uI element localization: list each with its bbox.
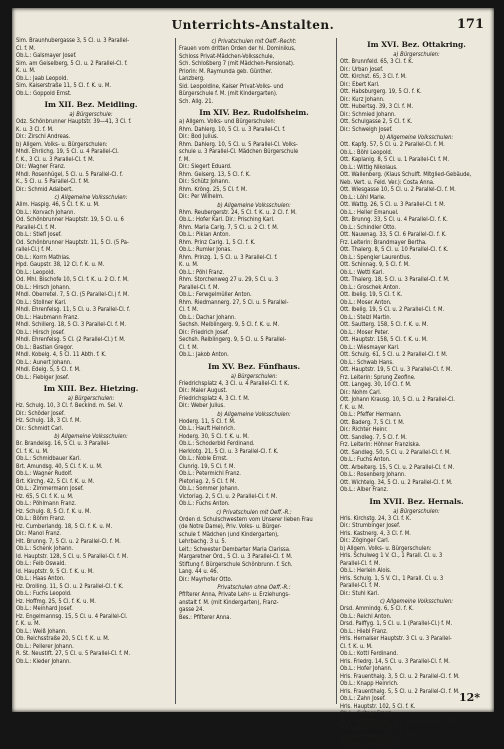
entry-line: Dir.: Manol Franz. — [16, 531, 62, 537]
entry-line: Ob.L.: Sommer Johann. — [179, 486, 240, 492]
entry-line: Friedrichsplatz 4, 3 Cl. f. M. — [179, 395, 250, 402]
column-3 — [336, 38, 493, 747]
entry-line: Ott. Johann Krausg. 10, 5 Cl. u. 2 Parallel-Cl. — [340, 397, 455, 403]
entry-line: Hrls. Frauenthalg. 5, 5 Cl. u. 2 Parallel-Cl. f. M. — [340, 688, 460, 695]
entry-line: Sch. Allg. 21. — [179, 98, 214, 105]
subsection-heading: a) Bürgerschulen: — [230, 373, 278, 380]
entry-line: Parallel-Cl. f. M. — [16, 224, 57, 231]
entry-line: Frauen vom dritten Orden der hl. Dominikus, — [179, 46, 296, 52]
entry-line: Hrls. Hauptstr. 102, 5 Cl. f. K. — [340, 703, 416, 710]
entry-line: Pfiſterer Anna, Private Lehr- u. Erziehungs- — [179, 592, 290, 598]
entry-line: Id. Hauptstr. 128, 5 Cl. u. 5 Parallel-Cl. f. M. — [16, 553, 128, 560]
entry-line: Priorin: M. Raymunda geb. Günther. — [179, 68, 273, 75]
entry-line: Ob.L.: Moser Anton. — [340, 299, 392, 306]
entry-line: Ott. Wiesgasse 10, 5 Cl. u. 2 Parallel-Cl. f. M. — [340, 187, 456, 193]
entry-line: Margaretner Ord., 5 Cl. u. 3 Parallel-Cl. f. M. — [179, 554, 293, 560]
entry-line: Ob.L.: Herlein Alois. — [340, 568, 392, 574]
subsection-heading: c) Privatschulen mit Oeff.-R.: — [216, 509, 292, 516]
entry-line: Ob.L.: Löhl Marie. — [340, 194, 386, 201]
subsection-heading: c) Allgemeine Volksschulen: — [380, 599, 453, 605]
subsection-heading: b) Allgemeine Volksschulen: — [217, 411, 291, 418]
entry-line: Brt. Amundsg. 40, 5 Cl. f. K. u. M. — [16, 463, 103, 470]
entry-line: Friedrichsplatz 4, 3 Cl. u. 4 Parallel-Cl. f. K. — [179, 380, 290, 387]
entry-line: Ob.L.: Schwab Hans. — [340, 359, 394, 366]
entry-line: Br. Brandeisg. 16, 5 Cl. u. 3 Parallel- — [16, 441, 110, 447]
entry-line: Ob.L.: Aunert Johann. — [16, 359, 72, 366]
column-2 — [175, 38, 329, 704]
entry-line: Rhm. Dahlerg. 10, 5 Cl. u. 3 Parallel-Cl. f. — [179, 126, 286, 133]
entry-line: Ob.L.: Fuchs Anton. — [179, 501, 230, 507]
entry-line: Hz. 65, 5 Cl. f. K. u. M. — [16, 493, 74, 500]
subsection-heading: b) Allgemeine Volksschulen: — [54, 434, 128, 440]
entry-line: Od. Schönbrunner Hauptstr. 19, 5 Cl. u. 6 — [16, 217, 124, 223]
entry-line: Dir.: Schöder Josef. — [16, 410, 65, 417]
entry-line: Clunrig. 19, 5 Cl. f. M. — [179, 463, 236, 470]
entry-line: Ob.L.: Goppold Ernst. — [16, 90, 72, 97]
entry-line: K. u. M. — [16, 68, 36, 74]
entry-line: Ott. Langeg. 30, 10 Cl. f. M. — [340, 382, 412, 388]
entry-line: Hrls. Hauptstr. 102, 5 Cl. u. 3 Parallel-Cl. f. M. — [340, 718, 458, 725]
entry-line: Ob.L.: Alber Franz. — [340, 487, 388, 493]
section-heading: Im XV. Bez. Fünfhaus. — [207, 361, 301, 371]
subsection-heading: b) Allgemeine Volksschulen: — [379, 135, 454, 141]
entry-line: Mhdl. Rosenhügel, 5 Cl. u. 5 Parallel-Cl. f. — [16, 171, 123, 178]
entry-line: Ob.L.: Dachar Johann. — [179, 314, 236, 321]
entry-line: Sechsh. Meiblingerg. 9, 5 Cl. f. K. u. M. — [179, 322, 280, 328]
entry-line: Cl. f. M. — [179, 307, 199, 313]
entry-line: Dir.: Zirschl Andreas. — [16, 134, 71, 140]
entry-line: Hrls. Kirchstg. 24, 3 Cl. f. K. — [340, 515, 412, 522]
entry-line: Pietoriag. 2, 5 Cl. f. M. — [179, 478, 237, 485]
entry-line: Ob.L.: Pöhlmann Franz. — [16, 501, 77, 507]
entry-line: Ob.L.: Hiebl Franz. — [340, 628, 388, 635]
entry-line: f. M. — [179, 156, 190, 163]
entry-line: Ott. Hauptstr. 19, 5 Cl. u. 3 Parallel-Cl. f. M. — [340, 367, 453, 373]
entry-line: Brt. Kirchg. 42, 5 Cl. f. K. u. M. — [16, 478, 95, 485]
entry-line: Ott. Brunng. 33, 5 Cl. u. 4 Parallel-Cl. f. K. — [340, 217, 448, 223]
entry-line: Ob.L.: Bastian Gregor. — [16, 344, 74, 351]
entry-line: Cl. f. K. u. M. — [16, 448, 49, 455]
entry-line: Dir.: Schmied Johann. — [340, 111, 396, 118]
entry-line: Schloss Privat-Mädchen-Volksschule, — [179, 53, 275, 60]
entry-line: Ob.L.: Fuchs Anton. — [340, 457, 391, 463]
entry-line: Hlt. Brunng. 7, 5 Cl. u. 2 Parallel-Cl. f. M. — [16, 538, 121, 545]
entry-line: Ob.L.: Jakob Anton. — [179, 352, 229, 358]
entry-line: Frz. Leiterin: Höhner Franziska. — [340, 442, 421, 448]
entry-line: Mhdl. Schillerg. 18, 5 Cl. 3 Parallel-Cl. f. M. — [16, 322, 127, 328]
entry-line: Orden d. Schulschwestern vom Unserer lieben Frau — [179, 516, 313, 523]
entry-line: Parallel-Cl. f. M. — [340, 583, 381, 589]
entry-line: Ott. Thalerg. 8, 5 Cl. u. 10 Parallel-Cl. f. K. — [340, 247, 449, 253]
entry-line: Rhm. Dahlerg. 10, 5 Cl. u. 5 Parallel-Cl. Volks- — [179, 141, 298, 148]
entry-line: Rhm. Prinz Carlg. 1, 5 Cl. f. K. — [179, 239, 256, 246]
entry-line: Ob.L.: Böhm Franz. — [16, 516, 66, 522]
subsection-heading: a) Bürgerschulen: — [67, 396, 115, 402]
entry-line: Hrls. Leopoldsg. 37, 5 Cl. f. M. — [340, 733, 418, 740]
entry-line: Ob.L.: Fiebiger Josef. — [16, 374, 70, 381]
entry-line: Ob.L.: Wiesmayer Karl. — [340, 344, 400, 351]
entry-line: Frz. Leiterin: Brandmayer Bertha. — [340, 239, 427, 246]
entry-line: Hz. Engelmannsg. 15, 5 Cl. u. 4 Parallel-Cl. — [16, 613, 128, 620]
entry-line: Rhm. Prinzg. 1, 5 Cl. u. 3 Parallel-Cl. f. — [179, 254, 278, 261]
entry-line: Mhdl. Edelg. 5, 5 Cl. f. M. — [16, 367, 81, 373]
entry-line: Ob.L.: Feib Oswald. — [16, 561, 67, 567]
entry-line: Ob.L.: Heller Emanuel. — [340, 209, 399, 216]
entry-line: Rhm. Maria Carlg. 7, 5 Cl. u. 2 Cl. f. M. — [179, 224, 279, 231]
entry-line: Ob.L.: Wagner Rudolf. — [16, 471, 73, 477]
entry-line: Dir.: Bod Julius. — [179, 134, 219, 140]
entry-line: Ob.L.: Pellerer Johann. — [16, 643, 74, 650]
entry-line: Ott. Sandleg. 50, 5 Cl. u. 2 Parallel-Cl. f. M. — [340, 449, 451, 456]
entry-line: Dir.: Urban Josef. — [340, 66, 384, 73]
entry-line: Ob.L.: Kottl Ferdinand. — [340, 651, 399, 657]
entry-line: Stiftung f. Bürgerschule Schönbrunn. f. Sch. — [179, 561, 293, 568]
entry-line: Bürgerschule f. M. (mit Kindergarten). — [179, 91, 278, 97]
entry-line: Hrls. Hernalser Hauptstr. 3 Cl. u. 3 Parallel- — [340, 636, 452, 642]
entry-line: Sim. am Geiselberg, 5 Cl. u. 2 Parallel-Cl. f. — [16, 60, 128, 67]
entry-line: Ott. Ibelig. 19, 5 Cl. f. K. — [340, 292, 403, 298]
entry-line: Ott. Schinnag. 9, 5 Cl. f. M. — [340, 262, 410, 268]
entry-line: Ob.L.: Rosenberg Johann. — [340, 472, 406, 478]
entry-line: Dir.: Siegert Eduard. — [179, 164, 232, 170]
entry-line: Ob.L.: Groschek Anton. — [340, 284, 401, 291]
entry-line: anstalt f. M. (mit Kindergarten), Franz- — [179, 599, 279, 606]
entry-line: Mhdl. Ehrenfelsg. 11, 5 Cl. u. 3 Parallel-Cl. f. — [16, 307, 131, 313]
entry-line: Ob.L.: Hirsch Josef. — [16, 329, 65, 336]
entry-line: Ott. Schulgasse 2, 5 Cl. f. K. — [340, 119, 413, 125]
entry-line: Cl. f. M. — [16, 45, 36, 52]
entry-line: Bes.: Pfiſterer Anna. — [179, 614, 232, 621]
entry-line: Victoriag. 2, 5 Cl. u. 2 Parallel-Cl. f. M. — [179, 493, 278, 500]
entry-line: Rhm. Reubergerstr. 24, 5 Cl. f. K. u. 2 Cl. f. M. — [179, 209, 297, 216]
entry-line: Ob.L.: Korvach Johann. — [16, 209, 76, 216]
entry-line: Ob.L.: Moser Peter. — [340, 329, 390, 336]
entry-line: schule u. 3 Parallel-Cl. Mädchen Bürgerschule — [179, 149, 299, 155]
entry-line: Hrls. Kastnerg. 4, 3 Cl. f. M. — [340, 530, 411, 537]
entry-line: Ob.L.: Jaab Leopold. — [16, 75, 69, 82]
section-heading: Im XVI. Bez. Ottakring. — [367, 40, 466, 49]
entry-line: Hrls. Frauenthalg. 3, 5 Cl. u. 2 Parallel-Cl. f. M. — [340, 673, 460, 680]
section-heading: Im XIII. Bez. Hietzing. — [43, 384, 139, 393]
entry-line: Mhdl. Ehrenfelsg. 5 Cl. (2 Parallel-Cl.) f. M. — [16, 337, 126, 343]
entry-line: Ott. Hubertsg. 39, 3 Cl. f. M. — [340, 104, 413, 110]
entry-line: Drsd. Ammindg. 6, 5 Cl. f. K. — [340, 606, 414, 612]
entry-line: Ott. Brunnfeld. 65, 3 Cl. f. K. — [340, 59, 414, 65]
entry-line: Ott. Wallenberg. (Klaus Schulft. Mitglied-Gebäude, — [340, 172, 472, 178]
entry-line: Dir.: Friedrich Josef. — [179, 329, 229, 336]
entry-line: Dir.: Nohm Carl. — [340, 389, 382, 396]
entry-line: Hz. Schulg. 18, 3 Cl. f. M. — [16, 418, 82, 424]
entry-line: Od. Mhl. Bischofe 10, 5 Cl. f. K. u. 2 Cl. f. M. — [16, 277, 129, 283]
entry-line: Herklotg. 21, 5 Cl. u. 3 Parallel-Cl. f. K. — [179, 448, 279, 455]
section-heading: Im XVII. Bez. Hernals. — [369, 496, 464, 506]
entry-line: Ob.L.: Meinhard Josef. — [16, 606, 73, 612]
entry-line: Hrls. Schulweg 1 V. Cl., 1 Parall. Cl. u. 3 — [340, 553, 443, 559]
entry-line: Dir.: Schmid Adalbert. — [16, 186, 73, 193]
entry-line: f. K., 3 Cl. u. 3 Parallel-Cl. f. M. — [16, 156, 95, 163]
entry-line: Dir.: Schmidt Carl. — [16, 425, 64, 432]
entry-line: Dir.: Maier August. — [179, 388, 228, 394]
entry-line: Ob.L.: Stelzl Martin. — [340, 314, 392, 321]
entry-line: Ob.L.: Kieder Johann. — [16, 658, 71, 665]
subsection-heading: a) Bürgerschulen: — [393, 508, 440, 515]
entry-line: Sim. Kaiserstraße 11, 5 Cl. f. K. u. M. — [16, 83, 111, 89]
entry-line: Ott. Kaplanig. 8, 5 Cl. u. 1 Parallel-Cl. f. M. — [340, 157, 450, 163]
entry-line: Ob.L.: Hirsch Johann. — [16, 284, 71, 291]
entry-line: b) Allgem. Volks- u. Bürgerschulen: — [16, 141, 108, 148]
entry-line: Dir.: Stuhl Karl. — [340, 590, 379, 597]
entry-line: Ob.L.: Schmidbauer Karl. — [16, 456, 81, 462]
entry-line: Ob.L.: Piklan Anton. — [179, 232, 231, 238]
entry-line: Dir.: Strumbinger Josef. — [340, 523, 401, 529]
entry-line: Mhdl. Ehrlichg. 19, 5 Cl. u. 4 Parallel-Cl. — [16, 149, 119, 155]
subsection-heading: c) Privatschulen mit Oeff.-Recht: — [211, 39, 297, 45]
entry-line: Frz. Leiterin: Schicht Frz. — [340, 726, 404, 732]
entry-line: Cl. f. K. u. M. — [340, 643, 373, 650]
entry-line: Sid. Leopoldine, Kaiser Privat-Volks- und — [179, 83, 284, 90]
entry-line: Neb. Vert. u. Feld. Ver.): Costa Anna. — [340, 179, 435, 186]
entry-line: Ob. Reichsstraße 20, 5 Cl. f. K. u. M. — [16, 636, 110, 642]
entry-line: Ott. Hauptstr. 158, 5 Cl. f. K. u. M. — [340, 337, 428, 343]
entry-line: Hz. Schulg. 10, 3 Cl. f. Beckind. m. Sel. V. — [16, 403, 124, 409]
entry-line: Ob.L.: Zahn Josef. — [340, 696, 386, 702]
entry-line: Rhm. Riedmannerg. 27, 5 Cl. u. 5 Parallel- — [179, 299, 289, 306]
entry-line: Ob.L.: Schindler Otto. — [340, 224, 396, 231]
entry-line: Ob.L.: Pfeffer Hermann. — [340, 412, 402, 418]
entry-line: (de Notre Dame), Priv. Volks- u. Bürger- — [179, 524, 282, 530]
entry-line: Hrls. Friedrg. 14, 5 Cl. u. 3 Parallel-Cl. f. M. — [340, 658, 450, 665]
entry-line: Ob.L.: Korrn Mathias. — [16, 254, 71, 261]
entry-line: Dir.: Schweigh Josef. — [340, 126, 393, 133]
entry-line: Odz. Schönbrunner Hauptstr. 39—41, 3 Cl. f. — [16, 119, 132, 125]
entry-line: f. K. u. M. — [340, 404, 365, 411]
entry-line: Ob.L.: Pöhl Franz. — [179, 269, 225, 276]
entry-line: Sim. Braunhubergasse 3, 5 Cl. u. 3 Parallel- — [16, 38, 130, 44]
page-title: Unterrichts-Anstalten. — [171, 18, 335, 32]
entry-line: Ob.L.: Hofer Johann. — [340, 666, 393, 672]
entry-line: Lanzberg. — [179, 76, 205, 82]
entry-line: Ob.L.: Schenk Johann. — [16, 546, 74, 552]
entry-line: Dir.: Richter Heinr. — [340, 427, 388, 433]
entry-line: Dir.: Schütz Johann. — [179, 179, 230, 185]
subsection-heading: a) Bürgerschulen: — [393, 52, 440, 58]
entry-line: Hpd. Gaupstr. 38, 12 Cl. f. K. u. M. — [16, 262, 105, 268]
entry-line: Ott. Kirchst. 65, 3 Cl. f. M. — [340, 74, 407, 80]
entry-line: Rhm. Storchenweg 27 u. 29, 5 Cl. u. 3 — [179, 277, 279, 283]
entry-line: Hrls. Schulg. 1, 5 V. Cl., 1 Parall. Cl. u. 3 — [340, 575, 444, 582]
entry-line: Hz. Hoffmg. 25, 5 Cl. f. K. u. M. — [16, 598, 96, 605]
entry-line: Ob.L.: Weiß Johann. — [16, 628, 67, 635]
entry-line: Id. Hauptstr. 9, 5 Cl. f. K. u. M. — [16, 568, 94, 575]
entry-line: Hz. Drolling. 11, 5 Cl. u. 2 Parallel-Cl. f. K. — [16, 583, 124, 590]
subsection-heading: b) Allgemeine Volksschulen: — [217, 202, 291, 209]
entry-line: Ob.L.: Petermichl Franz. — [179, 471, 241, 477]
entry-line: Rhm. Kröng. 25, 5 Cl. f. M. — [179, 186, 248, 193]
entry-line: Ob.L.: Reichl Anton. — [340, 613, 392, 620]
entry-line: Sechsh. Reiblingerg. 9, 5 Cl. u. 5 Parallel- — [179, 337, 287, 343]
entry-line: Hz. Schulg. 8, 5 Cl. f. K. u. M. — [16, 508, 92, 515]
entry-line: Lehrbachg. 3 u. 5. — [179, 539, 227, 545]
entry-line: Dir.: Weber Julius. — [179, 403, 225, 409]
entry-line: K. u. 3 Cl. f. M. — [16, 126, 54, 133]
entry-line: Ob.L.: Böhl Leopold. — [340, 149, 393, 156]
column-1 — [16, 38, 166, 704]
entry-line: Ott. Thalerg. 18, 5 Cl. u. 3 Parallel-Cl. f. M. — [340, 277, 450, 283]
entry-line: Ob.L.: Spengler Laurentius. — [340, 254, 412, 261]
entry-line: Frz. Leiterin: Sprung Zeofine. — [340, 374, 416, 381]
entry-line: Ott. Sandleg. 7, 5 Cl. f. M. — [340, 434, 407, 441]
entry-line: Od. Schönbrunner Hauptstr. 11, 5 Cl. (5 Pa- — [16, 239, 129, 246]
entry-line: Provisor.: Liebisch Karl. — [340, 741, 401, 747]
entry-line: Ob.L.: Noble Ernst. — [179, 456, 228, 462]
entry-line: Ott. Kapfg. 57, 5 Cl. u. 2 Parallel-Cl. f. M. — [340, 142, 445, 148]
entry-line: Ott. Wattg. 26, 5 Cl. u. 3 Parallel-Cl. f. M. — [340, 202, 446, 208]
entry-line: Dir.: Ebert Karl. — [340, 81, 380, 88]
page-header — [12, 14, 494, 36]
entry-line: Ob.L.: Wettl Karl. — [340, 269, 385, 276]
entry-line: Ob.L.: Hauft Heinrich. — [179, 426, 236, 432]
page-number: 171 — [456, 17, 484, 32]
entry-line: Hoderg. 11, 5 Cl. f. M. — [179, 418, 236, 425]
subsection-heading: Privatschulen ohne Oeff.-R.: — [217, 585, 291, 591]
entry-line: schule f. Mädchen (und Kindergarten), — [179, 531, 279, 538]
entry-line: K. u. M. — [179, 262, 199, 268]
entry-line: Ob.L.: Hofer Karl. Dir.: Prisching Karl. — [179, 217, 275, 223]
subsection-heading: a) Bürgerschule: — [69, 112, 113, 118]
entry-line: gasse 24. — [179, 607, 205, 613]
entry-line: Ob.L.: Galsmayer Josef. — [16, 53, 77, 59]
entry-line: Ob.L.: Rumler Jonas. — [179, 247, 232, 253]
entry-line: Ott. Baderg. 7, 5 Cl. f. M. — [340, 419, 405, 426]
entry-line: Parallel-Cl. f. M. — [179, 284, 220, 291]
entry-line: Dir.: Wagner Franz. — [16, 164, 66, 170]
entry-line: Ob.L.: Zimmermann Josef. — [16, 486, 84, 492]
entry-line: b) Allgem. Volks- u. Bürgerschulen: — [340, 545, 432, 552]
entry-line: Drsd. Palffyg. 1, 5 Cl. u. 1 (Parallel-Cl.) f. M. — [340, 621, 453, 627]
entry-line: Ob.L.: Stollner Karl. — [16, 299, 67, 306]
entry-line: Ob.L.: Haas Anton. — [16, 576, 65, 582]
entry-line: Alim. Haspig. 46, 5 Cl. f. K. u. M. — [16, 202, 100, 208]
entry-line: a) Allgem. Volks- und Bürgerschulen: — [179, 119, 276, 125]
entry-line: f. K. u. M. — [16, 621, 41, 627]
entry-line: Ott. Nauwnag. 33, 5 Cl. 6 Parallel-Cl. f. K. — [340, 232, 447, 238]
entry-line: Leit.: Schwester Dembarter Maria Clarissa. — [179, 546, 291, 553]
entry-line: Ob.L.: Stiefl Josef. — [16, 232, 62, 238]
document-page — [12, 8, 494, 747]
entry-line: Ott. Habsburgerg. 19, 5 Cl. f. K. — [340, 89, 422, 95]
entry-line: Hoderg. 30, 5 Cl. f. K. u. M. — [179, 433, 249, 440]
entry-line: Ob.L.: Wittig Nikolaus. — [340, 164, 398, 171]
section-heading: Im XII. Bez. Meidling. — [44, 100, 138, 109]
entry-line: K., 5 Cl. u. 5 Parallel-Cl. f. M. — [16, 179, 90, 185]
entry-line: Ott. Arbeiterg. 15, 5 Cl. u. 2 Parallel-Cl. f. M. — [340, 464, 455, 471]
entry-line: Ott. Sautterg. 158, 5 Cl. f. K. u. M. — [340, 322, 429, 328]
entry-line: Sch. Schloßberg 7 (mit Mädchen-Pensionat). — [179, 61, 295, 67]
entry-line: R. St. Neustift. 27, 5 Cl. u. 5 Parallel-Cl. f. M. — [16, 651, 131, 657]
entry-line: Ob.L.: Haubmann Franz. — [16, 314, 79, 321]
entry-line: Ob.L.: Fuchs Leopold. — [16, 591, 72, 597]
entry-line: Ott. Ibelig. 19, 5 Cl. u. 2 Parallel-Cl. f. M. — [340, 307, 445, 313]
entry-line: Dir.: Kurz Johann. — [340, 96, 385, 103]
entry-line: Mhdl. Oberretel. 7, 5 Cl. (5 Parallel-Cl.) f. M. — [16, 292, 129, 298]
entry-line: Rhm. Geiserg. 13, 5 Cl. f. K. — [179, 171, 251, 178]
entry-line: Ott. Schulg. 61, 5 Cl. u. 2 Parallel-Cl. f. M. — [340, 352, 448, 358]
entry-line: Parallel-Cl. f. M. — [340, 560, 381, 567]
entry-line: Dir.: Mayrhofer Otto. — [179, 576, 233, 583]
entry-line: Hz. Cumberlandg. 18, 5 Cl. f. K. u. M. — [16, 523, 113, 530]
entry-line: rallel-Cl.) f. M. — [16, 247, 53, 253]
entry-line: Ob.L.: Schoderbid Ferdinand. — [179, 441, 255, 447]
entry-line: Ob.L.: Ferwgelmüller Anton. — [179, 292, 252, 298]
subsection-heading: c) Allgemeine Volksschulen: — [54, 195, 128, 201]
section-heading: Im XIV. Bez. Rudolfsheim. — [199, 108, 309, 117]
entry-line: Ott. Wichtelg. 34, 5 Cl. u. 2 Parallel-Cl. f. M. — [340, 479, 453, 486]
entry-line: Dir.: Zöginger Carl. — [340, 538, 390, 544]
entry-line: Ob.L.: Knapp Heinrich. — [340, 681, 399, 687]
entry-line: Ob.L.: Leopold. — [16, 269, 56, 276]
signature-mark: 12* — [458, 691, 480, 704]
entry-line: Ob.L.: Gritner Franz. — [340, 711, 393, 717]
entry-line: Cl. f. M. — [179, 344, 199, 351]
entry-line: Mhdl. Kobelg. 4, 5 Cl. 11 Abth. f. K. — [16, 352, 107, 358]
entry-line: Dir.: Per Wilhelm. — [179, 194, 224, 200]
entry-line: Lang. 44 u. 46. — [179, 569, 219, 575]
